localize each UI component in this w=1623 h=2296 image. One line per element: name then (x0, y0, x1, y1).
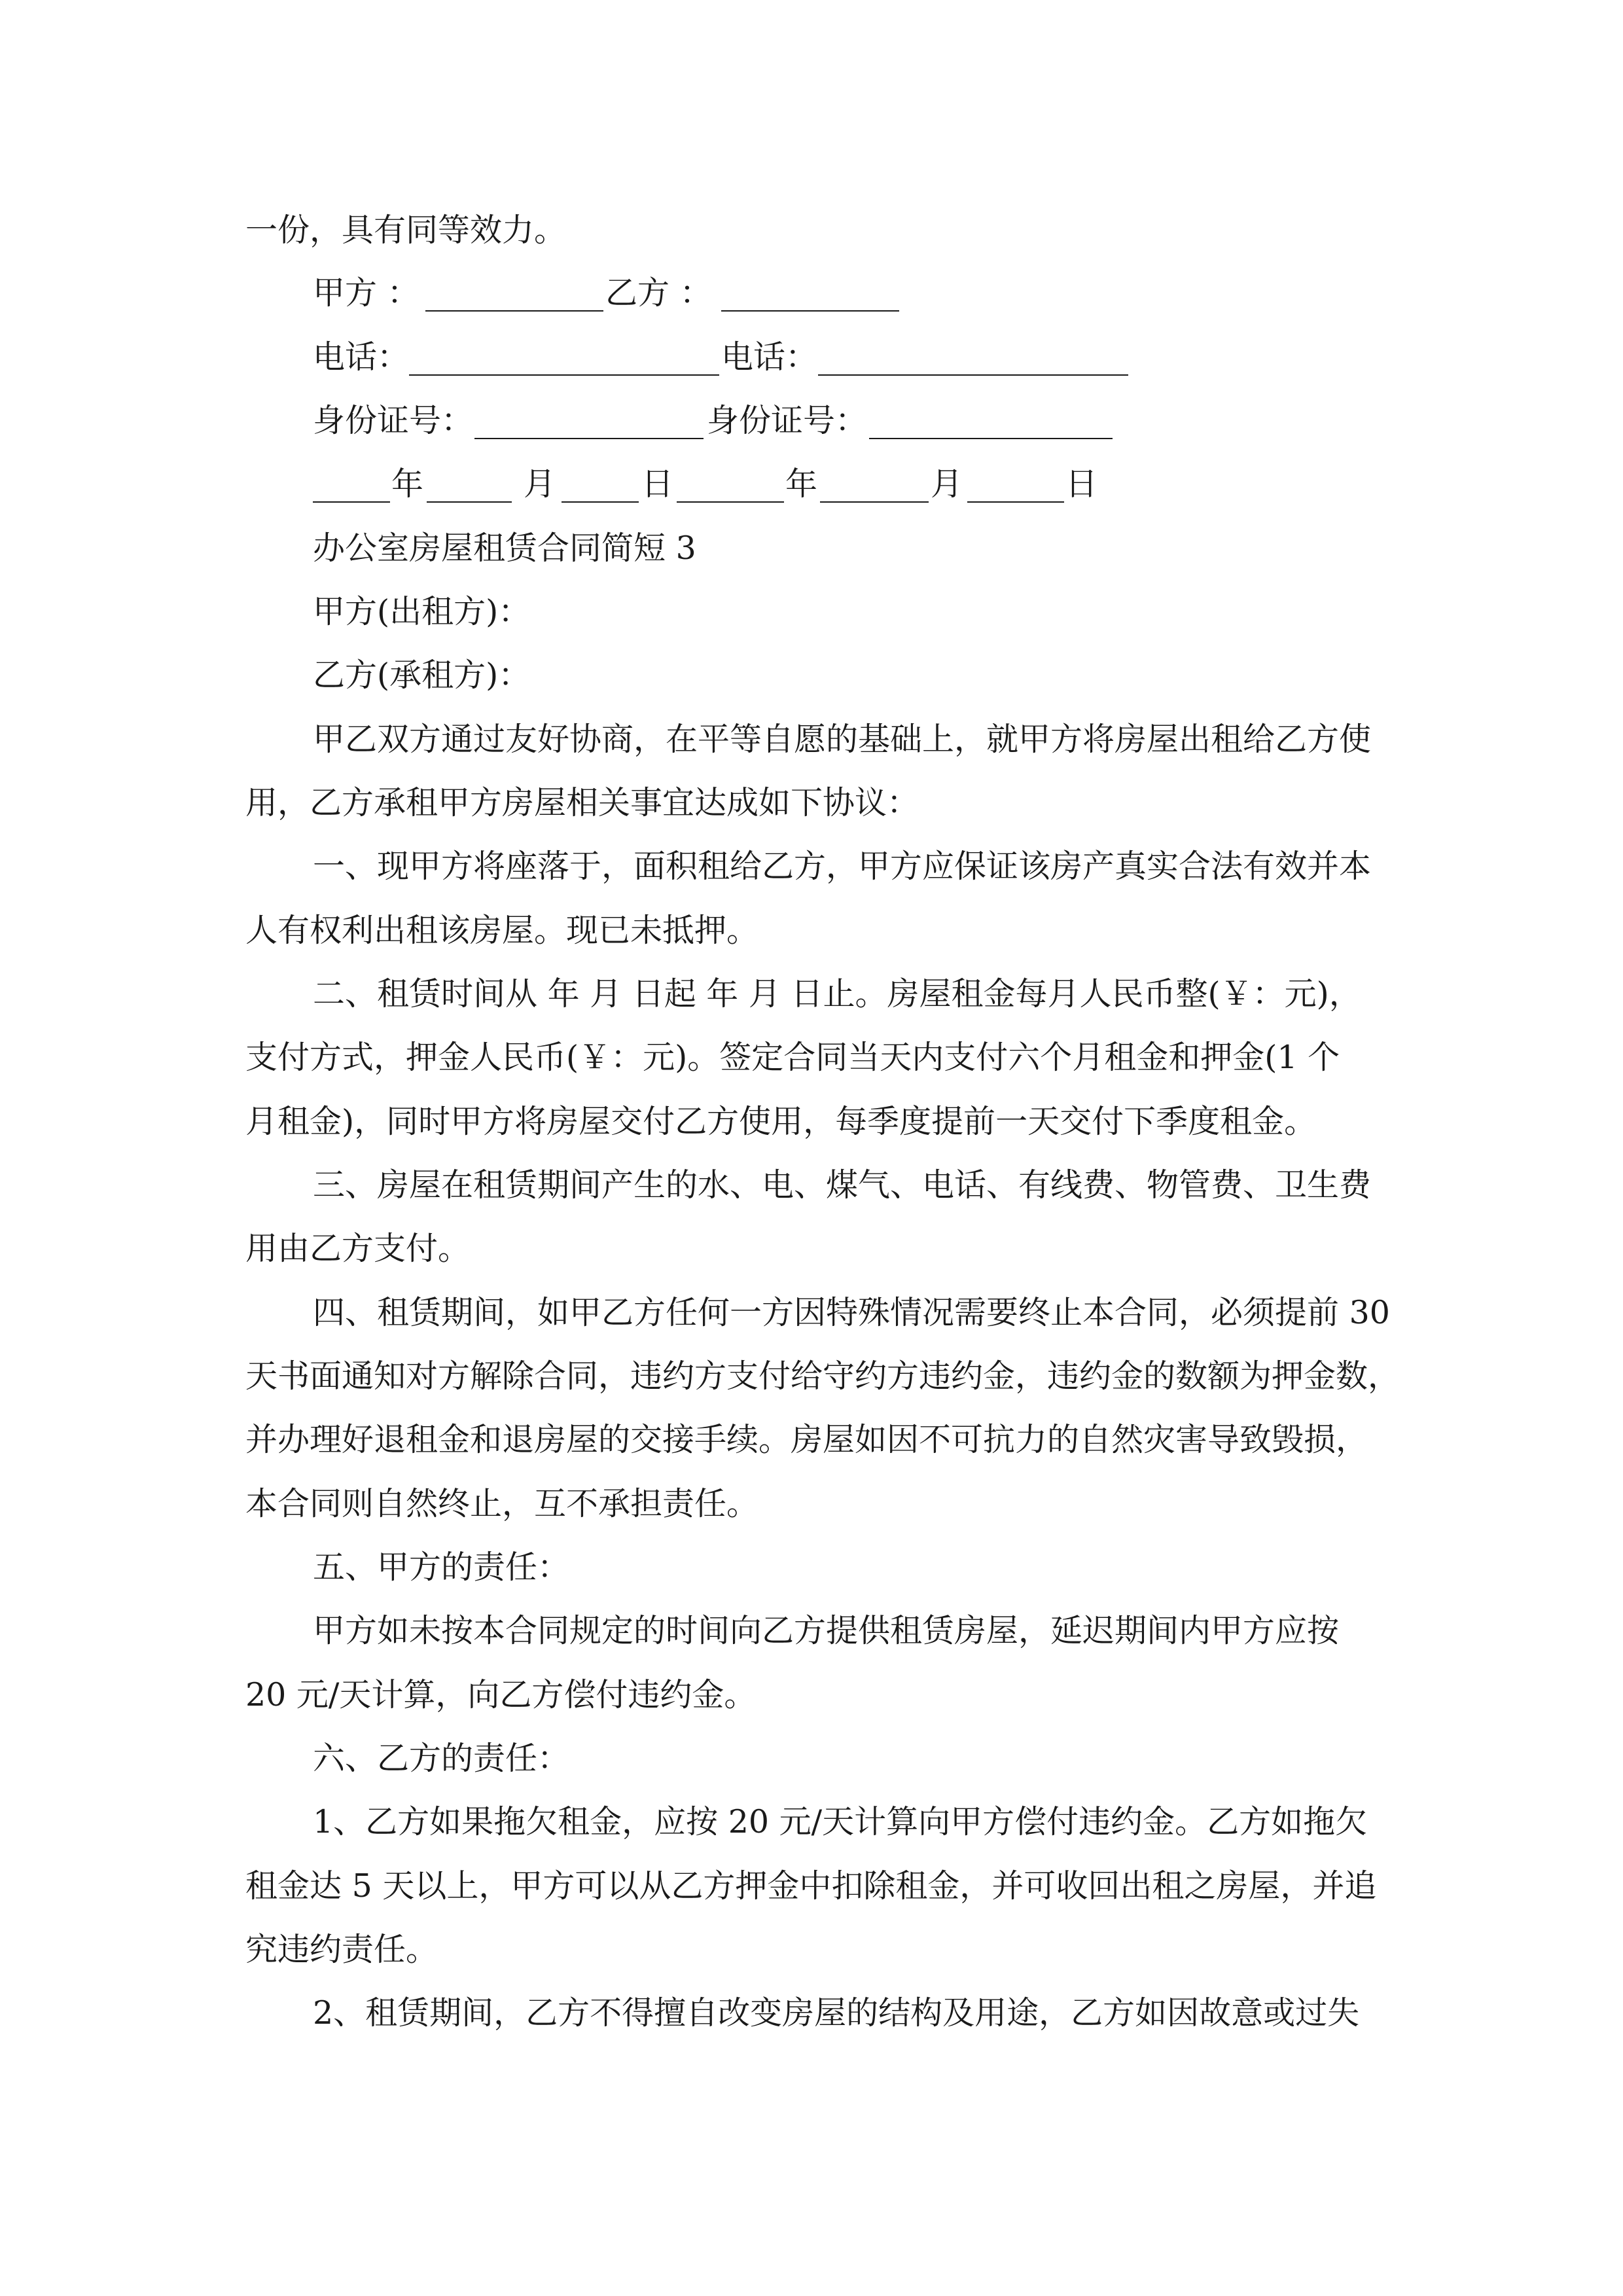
text-line (0, 586, 1623, 638)
party-b-label: 乙方 ： (605, 274, 712, 312)
contract-title: 办公室房屋租赁合同简短 3 (313, 529, 696, 567)
clause-4-cont: 并办理好退租金和退房屋的交接手续。房屋如因不可抗力的自然灾害导致毁损， (245, 1421, 1368, 1458)
clause-6-item-1-cont: 租金达 5 天以上，甲方可以从乙方押金中扣除租金，并可收回出租之房屋，并追 (245, 1867, 1377, 1905)
text-line (0, 1669, 1623, 1721)
clause-6-item-1-cont: 究违约责任。 (245, 1931, 438, 1968)
clause-5-heading: 五、甲方的责任： (313, 1549, 570, 1586)
clause-1: 一、现甲方将座落于，面积租给乙方，甲方应保证该房产真实合法有效并本 (313, 848, 1372, 885)
clause-4: 四、租赁期间，如甲乙方任何一方因特殊情况需要终止本合同，必须提前 30 (313, 1294, 1390, 1331)
text-line (0, 204, 1623, 257)
party-a-id-label: 身份证号： (313, 402, 474, 439)
text-line (0, 649, 1623, 702)
party-a-blank (425, 310, 603, 312)
signature-id-row (0, 395, 1623, 447)
signature-phone-row (0, 331, 1623, 384)
text-line (0, 1924, 1623, 1976)
clause-4-cont: 天书面通知对方解除合同，违约方支付给守约方违约金，违约金的数额为押金数， (245, 1357, 1400, 1395)
text-line (0, 1478, 1623, 1530)
clause-2: 二、租赁时间从 年 月 日起 年 月 日止。房屋租金每月人民币整(￥：元)， (313, 975, 1361, 1013)
text-line (0, 713, 1623, 766)
date-a-year-blank (313, 501, 390, 503)
section-heading (0, 522, 1623, 575)
date-a-day-blank (562, 501, 639, 503)
clause-4-cont: 本合同则自然终止，互不承担责任。 (245, 1485, 759, 1522)
date-a-year-label: 年 (391, 465, 424, 503)
date-b-day-blank (967, 501, 1064, 503)
clause-3: 三、房屋在租赁期间产生的水、电、煤气、电话、有线费、物管费、卫生费 (313, 1166, 1372, 1204)
party-b-id-label: 身份证号： (707, 402, 868, 439)
lessee-label: 乙方(承租方)： (313, 656, 531, 694)
text-line (0, 1414, 1623, 1466)
lessor-label: 甲方(出租方)： (313, 593, 531, 630)
date-b-year-label: 年 (785, 465, 818, 503)
party-a-phone-blank (409, 374, 719, 376)
date-b-year-blank (677, 501, 784, 503)
clause-2-cont: 支付方式，押金人民币(￥：元)。签定合同当天内支付六个月租金和押金(1 个 (245, 1039, 1340, 1076)
date-b-month-blank (820, 501, 929, 503)
text-line (0, 1350, 1623, 1403)
paragraph-text: 用，乙方承租甲方房屋相关事宜达成如下协议： (245, 784, 919, 821)
text-line (0, 905, 1623, 957)
date-a-month-blank (427, 501, 512, 503)
paragraph-continuation: 一份，具有同等效力。 (245, 211, 567, 249)
clause-5-cont: 20 元/天计算，向乙方偿付违约金。 (245, 1676, 757, 1713)
party-a-phone-label: 电话： (313, 338, 410, 376)
clause-6-item-2: 2、租赁期间，乙方不得擅自改变房屋的结构及用途，乙方如因故意或过失 (313, 1994, 1360, 2032)
clause-1-cont: 人有权利出租该房屋。现已未抵押。 (245, 912, 759, 949)
clause-6-heading: 六、乙方的责任： (313, 1740, 570, 1777)
party-b-blank (721, 310, 899, 312)
text-line (0, 1159, 1623, 1211)
text-line (0, 1096, 1623, 1148)
party-a-label: 甲方 ： (313, 274, 419, 312)
signature-date-row (0, 458, 1623, 511)
text-line (0, 968, 1623, 1020)
date-b-month-label: 月 (931, 465, 963, 503)
text-line (0, 1605, 1623, 1657)
text-line (0, 777, 1623, 829)
party-b-phone-label: 电话： (721, 338, 818, 376)
text-line (0, 1796, 1623, 1848)
text-line (0, 1031, 1623, 1084)
text-line (0, 1732, 1623, 1785)
signature-party-row (0, 267, 1623, 319)
text-line (0, 1287, 1623, 1339)
clause-3-cont: 用由乙方支付。 (245, 1230, 471, 1267)
date-a-day-label: 日 (641, 465, 674, 503)
text-line (0, 1541, 1623, 1594)
paragraph-text: 甲乙双方通过友好协商，在平等自愿的基础上，就甲方将房屋出租给乙方使 (313, 721, 1372, 758)
text-line (0, 1860, 1623, 1912)
party-b-id-blank (869, 438, 1113, 439)
text-line (0, 1987, 1623, 2039)
date-a-month-label: 月 (524, 465, 556, 503)
clause-2-cont: 月租金)，同时甲方将房屋交付乙方使用，每季度提前一天交付下季度租金。 (245, 1103, 1317, 1140)
clause-6-item-1: 1、乙方如果拖欠租金，应按 20 元/天计算向甲方偿付违约金。乙方如拖欠 (313, 1803, 1368, 1840)
party-a-id-blank (474, 438, 704, 439)
date-b-day-label: 日 (1065, 465, 1098, 503)
text-line (0, 840, 1623, 893)
party-b-phone-blank (818, 374, 1128, 376)
clause-5-text: 甲方如未按本合同规定的时间向乙方提供租赁房屋，延迟期间内甲方应按 (313, 1612, 1340, 1649)
text-line (0, 1223, 1623, 1275)
